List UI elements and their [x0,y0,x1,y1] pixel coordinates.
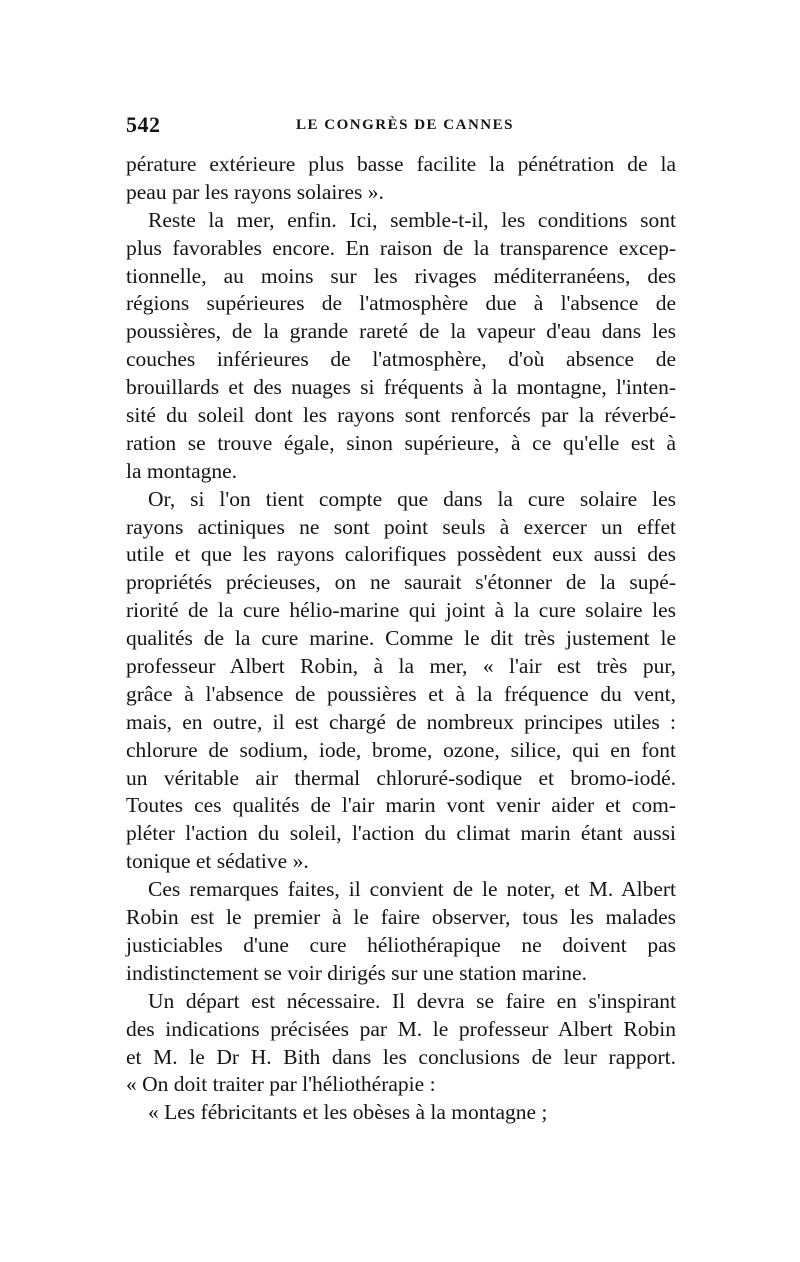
page-number: 542 [126,112,161,137]
text-line: des indications précisées par M. le professeur Albert Robin [126,1016,676,1041]
text-line: Or, si l'on tient compte que dans la cure solaire les [148,486,676,511]
running-title: LE CONGRÈS DE CANNES [296,117,514,133]
text-line: régions supérieures de l'atmosphère due à l'absence de [126,291,676,316]
text-line: tonique et sédative ». [126,849,309,874]
page-header [126,112,676,142]
text-line: sité du soleil dont les rayons sont renforcés par la réverbé- [126,403,676,428]
text-line: pléter l'action du soleil, l'action du climat marin étant aussi [126,821,676,846]
text-line: pérature extérieure plus basse facilite la pénétration de la [126,152,676,176]
text-line: Reste la mer, enfin. Ici, semble-t-il, les conditions sont [148,207,676,232]
text-line: plus favorables encore. En raison de la transparence excep- [126,235,676,260]
text-line: mais, en outre, il est chargé de nombreux principes utiles : [126,709,676,734]
text-line: Ces remarques faites, il convient de le noter, et M. Albert [148,877,676,902]
text-line: Toutes ces qualités de l'air marin vont venir aider et com- [126,793,676,818]
text-line: justiciables d'une cure héliothérapique ne doivent pas [126,932,676,957]
text-line: la montagne. [126,458,238,483]
text-line: indistinctement se voir dirigés sur une station marine. [126,960,587,985]
text-line: propriétés précieuses, on ne saurait s'étonner de la supé- [126,570,676,595]
text-line: brouillards et des nuages si fréquents à la montagne, l'inten- [126,375,676,400]
text-line: riorité de la cure hélio-marine qui joint à la cure solaire les [126,598,676,623]
text-line: chlorure de sodium, iode, brome, ozone, silice, qui en font [126,737,676,762]
text-line: qualités de la cure marine. Comme le dit très justement le [126,626,676,651]
text-line: Un départ est nécessaire. Il devra se faire en s'inspirant [148,988,676,1013]
text-line: « On doit traiter par l'héliothérapie : [126,1072,436,1097]
text-line: couches inférieures de l'atmosphère, d'où absence de [126,347,676,372]
text-line: rayons actiniques ne sont point seuls à exercer un effet [126,514,676,539]
text-line: et M. le Dr H. Bith dans les conclusions de leur rapport. [126,1044,676,1069]
text-line: grâce à l'absence de poussières et à la fréquence du vent, [126,681,676,706]
text-line: professeur Albert Robin, à la mer, « l'air est très pur, [126,654,676,679]
text-line: un véritable air thermal chloruré-sodique et bromo-iodé. [126,765,676,790]
text-line: peau par les rayons solaires ». [126,179,384,204]
text-line: ration se trouve égale, sinon supérieure, à ce qu'elle est à [126,430,676,455]
body-text [126,151,676,1127]
text-line: Robin est le premier à le faire observer, tous les malades [126,905,676,930]
text-line: « Les fébricitants et les obèses à la montagne ; [148,1100,548,1125]
text-line: poussières, de la grande rareté de la vapeur d'eau dans les [126,319,676,344]
text-line: utile et que les rayons calorifiques possèdent eux aussi des [126,542,676,567]
text-line: tionnelle, au moins sur les rivages méditerranéens, des [126,263,676,288]
